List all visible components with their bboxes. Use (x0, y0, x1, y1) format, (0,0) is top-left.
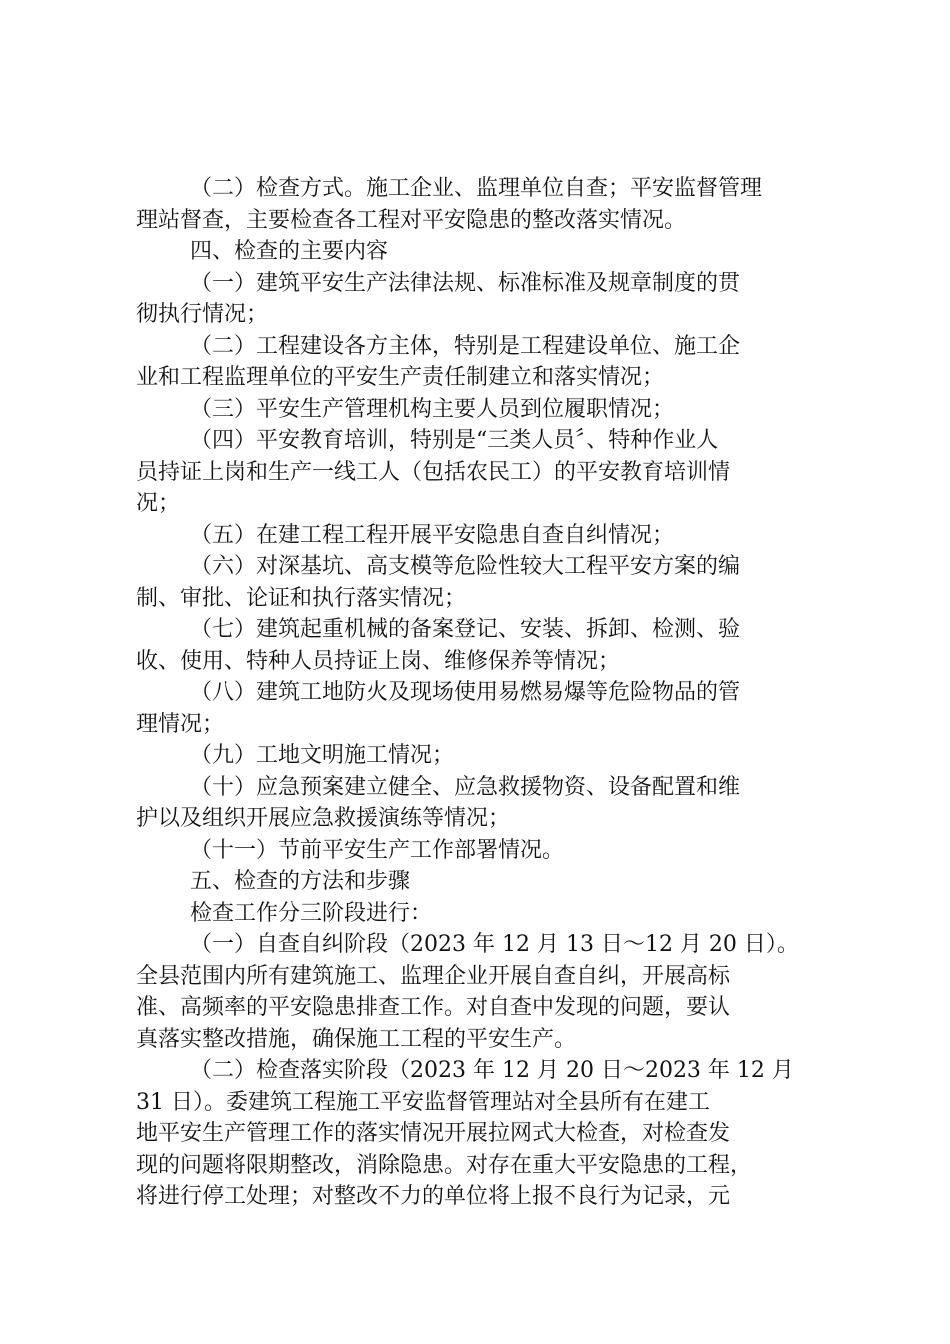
section-heading: 五、检查的方法和步骤 (190, 869, 411, 894)
paragraph-line: 制、审批、论证和执行落实情况； (136, 585, 467, 611)
paragraph-line: （六）对深基坑、高支模等危险性较大工程平安方案的编 (190, 554, 741, 579)
paragraph-line: 护以及组织开展应急救援演练等情况； (136, 806, 511, 831)
paragraph-line: 准、高频率的平安隐患排查工作。对自查中发现的问题，要认 (136, 995, 731, 1020)
paragraph-line: （八）建筑工地防火及现场使用易燃易爆等危险物品的管 (190, 680, 741, 705)
paragraph-line: 彻执行情况； (136, 302, 269, 327)
paragraph-line: （二）检查方式。施工企业、监理单位自查；平安监督管理 (190, 176, 763, 201)
paragraph-line: （四）平安教育培训，特别是“三类人员〞、特种作业人 (190, 428, 719, 453)
paragraph-line: 地平安生产管理工作的落实情况开展拉网式大检查，对检查发 (136, 1121, 731, 1146)
paragraph-line: 况； (136, 491, 181, 516)
paragraph-line: 业和工程监理单位的平安生产责任制建立和落实情况； (136, 365, 665, 390)
paragraph-line: （三）平安生产管理机构主要人员到位履职情况； (190, 396, 675, 422)
paragraph-line: （九）工地文明施工情况； (190, 743, 455, 768)
paragraph-line: （十）应急预案建立健全、应急救援物资、设备配置和维 (190, 774, 741, 800)
paragraph-line: 现的问题将限期整改，消除隐患。对存在重大平安隐患的工程， (136, 1152, 753, 1178)
paragraph-line: （十一）节前平安生产工作部署情况。 (190, 837, 565, 863)
paragraph-line: 检查工作分三阶段进行： (190, 900, 433, 926)
section-heading: 四、检查的主要内容 (190, 239, 389, 264)
paragraph-line: （五）在建工程工程开展平安隐患自查自纠情况； (190, 522, 675, 548)
paragraph-line: （一）自查自纠阶段（2023 年 12 月 13 日～12 月 20 日）。 (190, 932, 799, 957)
paragraph-line: 理站督查，主要检查各工程对平安隐患的整改落实情况。 (136, 207, 687, 233)
document-body (136, 173, 836, 1213)
paragraph-line: 收、使用、特种人员持证上岗、维修保养等情况； (136, 648, 621, 674)
paragraph-line: 真落实整改措施，确保施工工程的平安生产。 (136, 1026, 577, 1052)
paragraph-line: 将进行停工处理；对整改不力的单位将上报不良行为记录，元 (136, 1184, 731, 1209)
paragraph-line: （一）建筑平安生产法律法规、标准标准及规章制度的贯 (190, 270, 741, 296)
paragraph-line: （二）检查落实阶段（2023 年 12 月 20 日～2023 年 12 月 (190, 1058, 794, 1083)
paragraph-line: （七）建筑起重机械的备案登记、安装、拆卸、检测、验 (190, 617, 741, 642)
paragraph-line: 31 日）。委建筑工程施工平安监督管理站对全县所有在建工 (136, 1089, 710, 1115)
paragraph-line: 员持证上岗和生产一线工人（包括农民工）的平安教育培训情 (136, 459, 731, 485)
paragraph-line: 全县范围内所有建筑施工、监理企业开展自查自纠，开展高标 (136, 963, 731, 989)
paragraph-line: 理情况； (136, 711, 225, 737)
paragraph-line: （二）工程建设各方主体，特别是工程建设单位、施工企 (190, 333, 741, 359)
